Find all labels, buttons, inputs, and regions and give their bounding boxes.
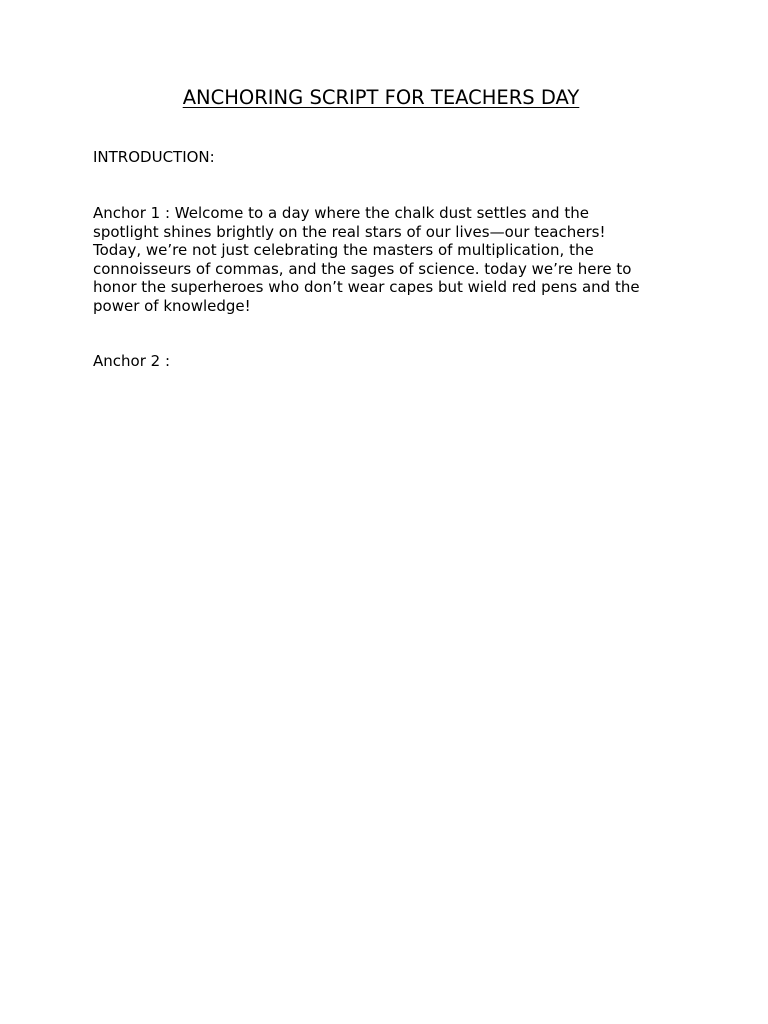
anchor-1-line: power of knowledge!	[93, 296, 251, 315]
anchor-1-line: Anchor 1 : Welcome to a day where the chalk dust settles and the	[93, 204, 589, 222]
anchor-1-line: connoisseurs of commas, and the sages of science. today we’re here to	[93, 259, 632, 278]
anchor-2-label: Anchor 2 :	[93, 352, 170, 370]
document-title: ANCHORING SCRIPT FOR TEACHERS DAY	[182, 86, 580, 109]
anchor-1-line: spotlight shines brightly on the real stars of our lives—our teachers!	[93, 222, 606, 241]
anchor-1-line: Today, we’re not just celebrating the masters of multiplication, the	[93, 241, 594, 259]
introduction-heading: INTRODUCTION:	[93, 148, 215, 166]
anchor-1-line: honor the superheroes who don’t wear capes but wield red pens and the	[93, 278, 640, 296]
anchor-1-paragraph	[93, 204, 693, 315]
